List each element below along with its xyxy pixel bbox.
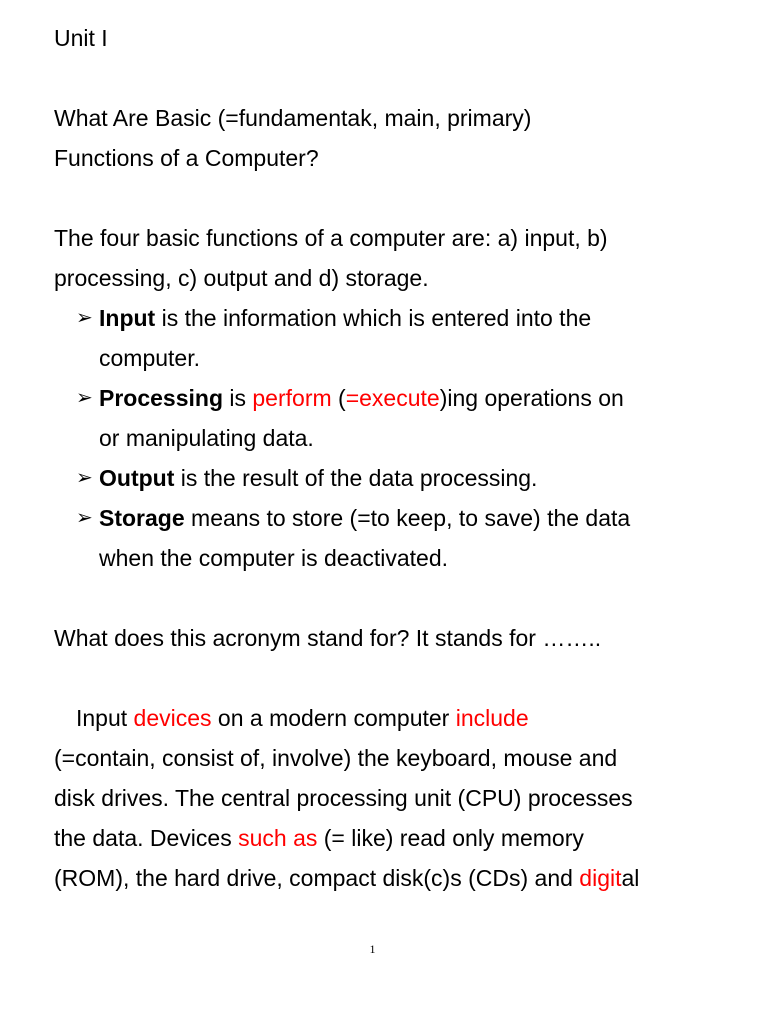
bullet-output — [54, 458, 734, 498]
processing-rest: )ing operations on — [439, 385, 624, 411]
highlight-perform: perform — [252, 385, 332, 411]
term-storage: Storage — [99, 505, 185, 531]
question-line-2: Functions of a Computer? — [54, 145, 319, 171]
intro-line-2: processing, c) output and d) storage. — [54, 265, 429, 291]
bullet-input-text: is the information which is entered into the — [155, 305, 592, 331]
paragraph-text: (= like) read only memory — [317, 825, 584, 851]
spacer — [54, 658, 734, 698]
term-output: Output — [99, 465, 175, 491]
arrow-bullet-icon: ➢ — [76, 507, 93, 529]
paragraph-text: al — [621, 865, 640, 891]
bullet-output-text: is the result of the data processing. — [174, 465, 538, 491]
intro-line-1: The four basic functions of a computer are: a) input, b) — [54, 225, 608, 251]
page-number: 1 — [369, 942, 376, 956]
term-processing: Processing — [99, 385, 223, 411]
bullet-storage-continuation: when the computer is deactivated. — [99, 545, 449, 571]
arrow-bullet-icon: ➢ — [76, 467, 93, 489]
highlight-such-as: such as — [238, 825, 318, 851]
paragraph-text: on a modern computer — [211, 705, 456, 731]
paragraph-text: Input — [76, 705, 134, 731]
spacer — [54, 58, 734, 98]
term-input: Input — [99, 305, 156, 331]
question-line-1: What Are Basic (=fundamentak, main, primary) — [54, 105, 532, 131]
bullet-storage — [54, 498, 734, 538]
processing-is: is — [223, 385, 253, 411]
paragraph-text: the data. Devices — [54, 825, 239, 851]
highlight-include: include — [455, 705, 529, 731]
bullet-input-continuation: computer. — [99, 345, 200, 371]
processing-paren-open: ( — [331, 385, 346, 411]
acronym-question: What does this acronym stand for? It stands for …….. — [54, 625, 602, 651]
paragraph-line-5 — [54, 858, 734, 898]
highlight-digit: digit — [579, 865, 622, 891]
paragraph-line-1 — [54, 698, 734, 738]
paragraph-line-3: disk drives. The central processing unit (CPU) processes — [54, 785, 633, 811]
highlight-devices: devices — [133, 705, 212, 731]
bullet-processing-continuation: or manipulating data. — [99, 425, 314, 451]
arrow-bullet-icon: ➢ — [76, 307, 93, 329]
unit-heading: Unit I — [54, 25, 108, 51]
bullet-input — [54, 298, 734, 338]
paragraph-line-2: (=contain, consist of, involve) the keyboard, mouse and — [54, 745, 618, 771]
bullet-storage-text: means to store (=to keep, to save) the data — [184, 505, 631, 531]
arrow-bullet-icon: ➢ — [76, 387, 93, 409]
spacer — [54, 178, 734, 218]
document-body — [54, 18, 734, 898]
spacer — [54, 578, 734, 618]
paragraph-text: (ROM), the hard drive, compact disk(c)s (CDs) and — [54, 865, 580, 891]
paragraph-line-4 — [54, 818, 734, 858]
bullet-processing — [54, 378, 734, 418]
highlight-execute: =execute — [345, 385, 440, 411]
